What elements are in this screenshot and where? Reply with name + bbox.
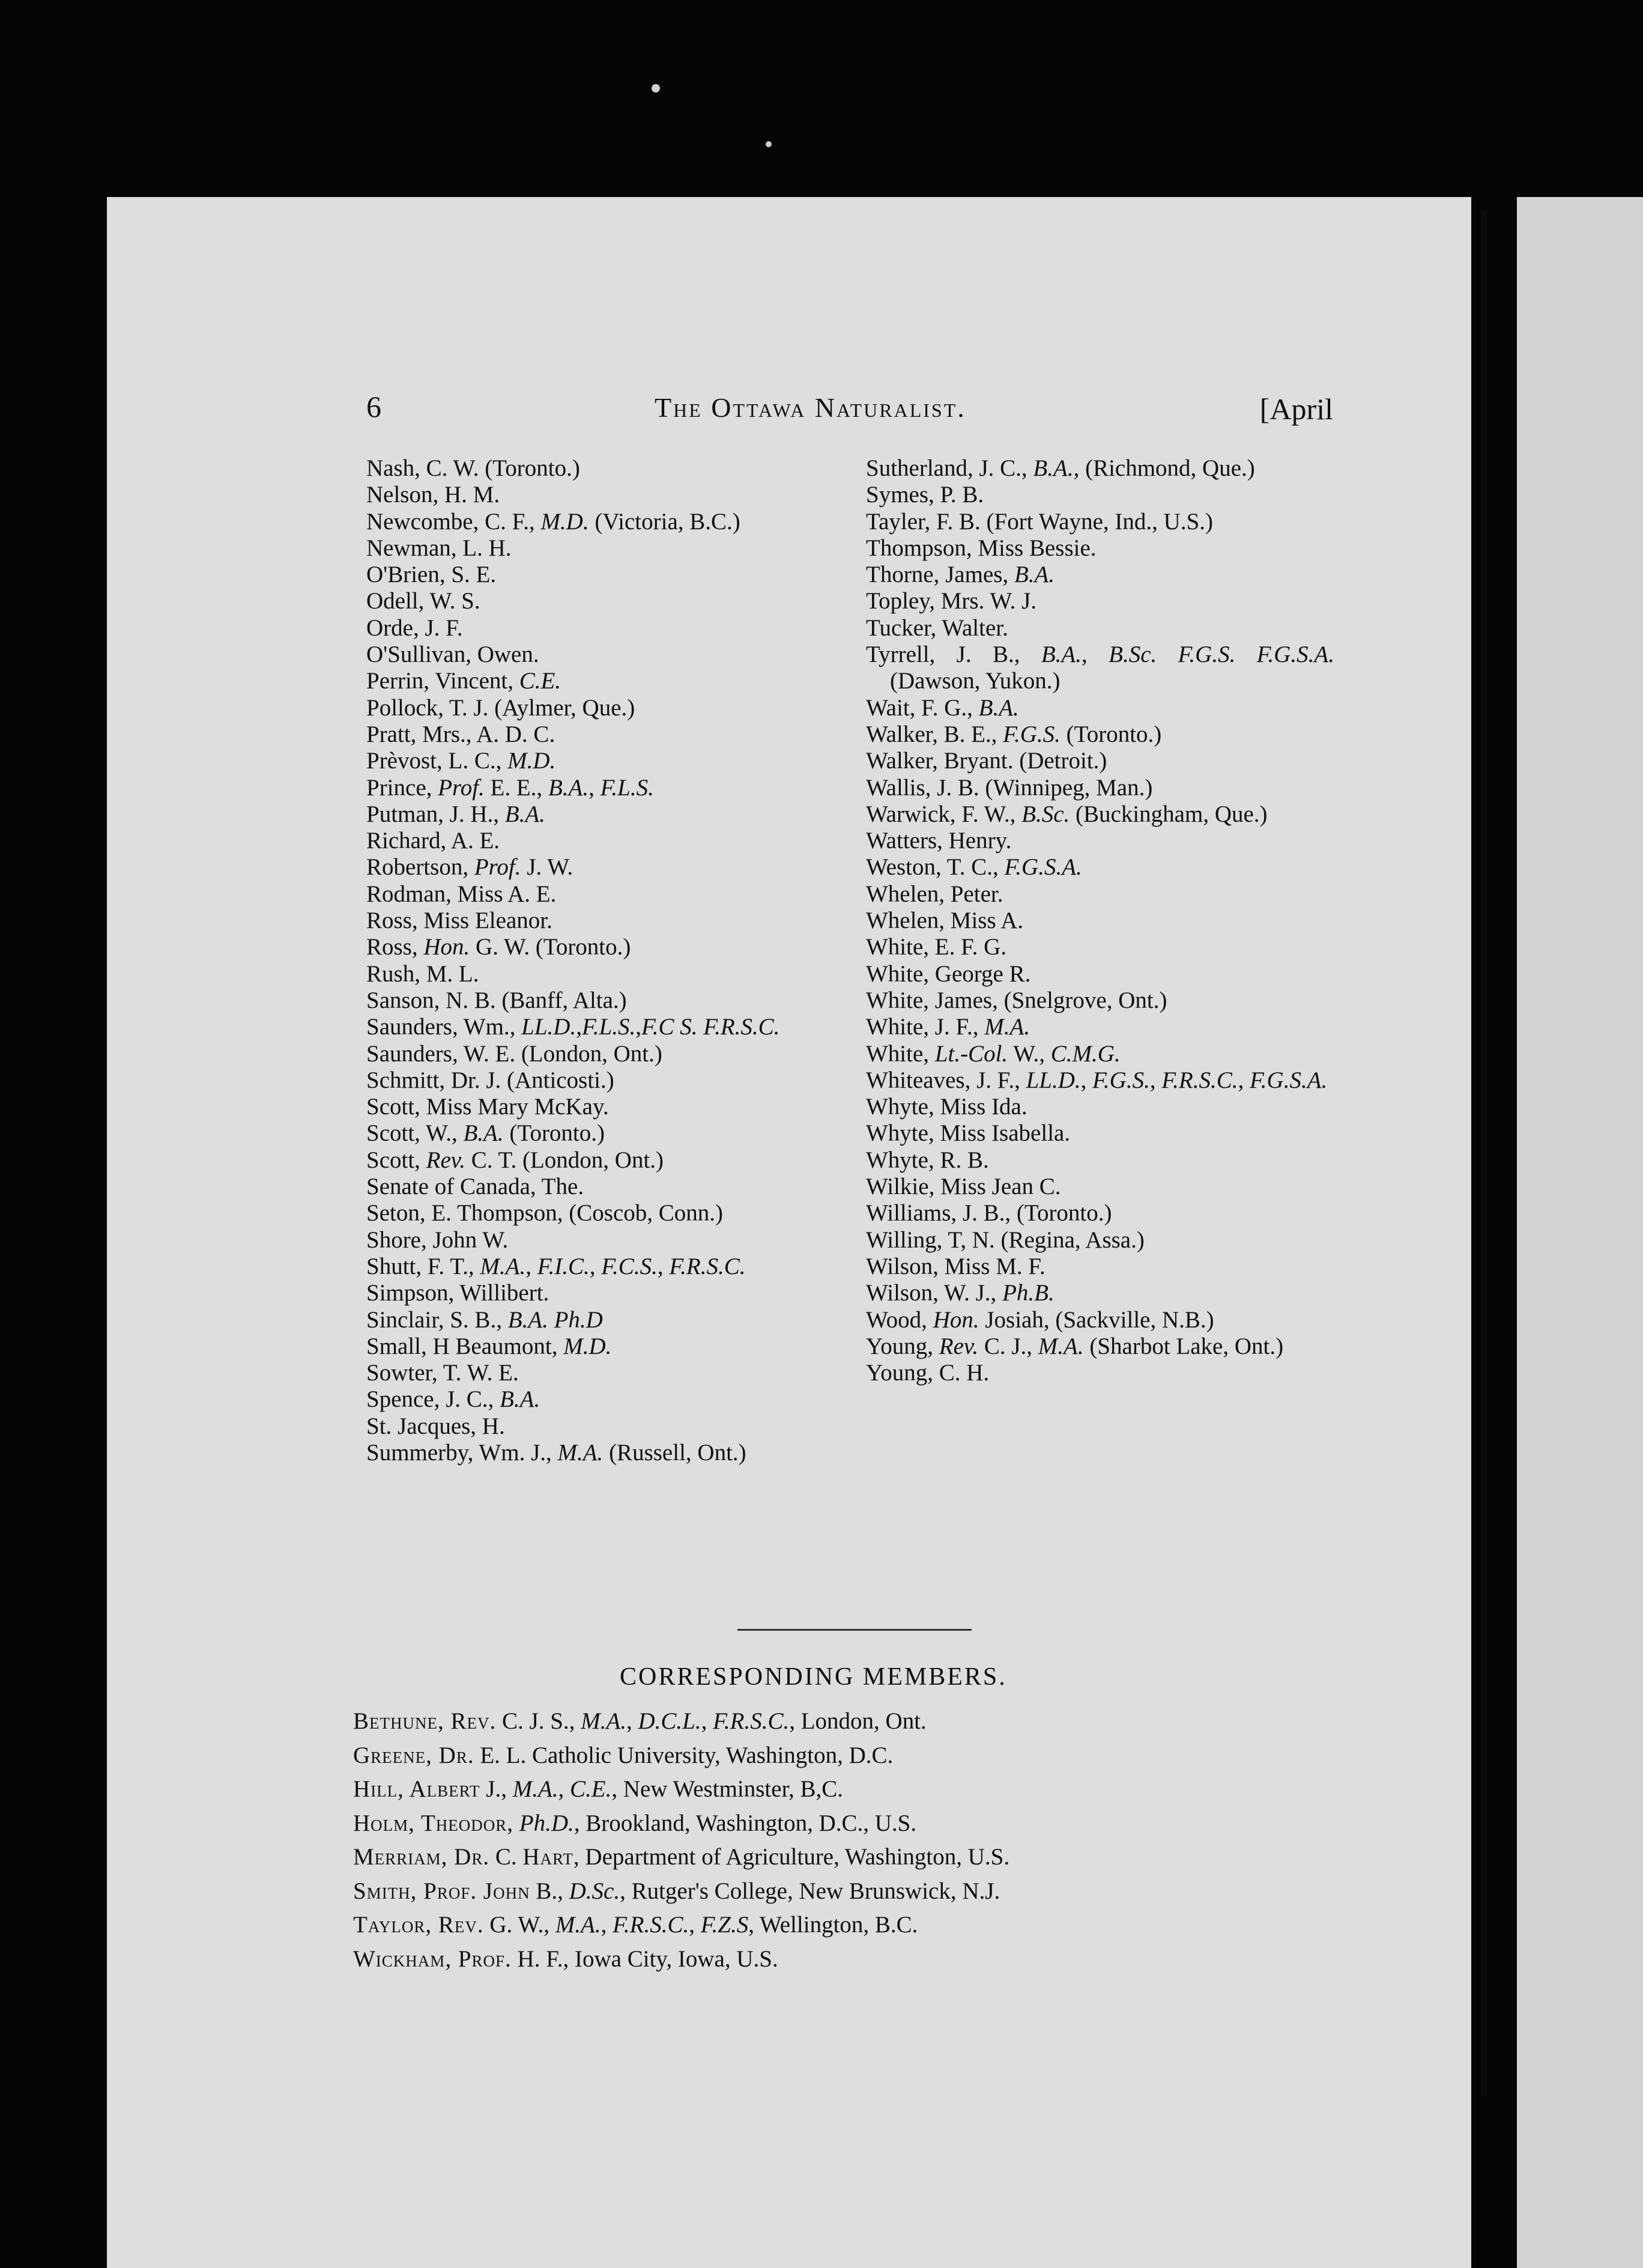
member-entry: Symes, P. B. — [866, 482, 984, 508]
member-entry: Nelson, H. M. — [366, 482, 500, 508]
member-entry: Sowter, T. W. E. — [366, 1360, 519, 1386]
section-divider — [737, 1629, 972, 1631]
page-number: 6 — [366, 390, 381, 423]
member-entry: Wilkie, Miss Jean C. — [866, 1174, 1061, 1200]
member-entry: Newman, L. H. — [366, 535, 512, 561]
member-entry: Orde, J. F. — [366, 614, 463, 641]
member-entry: St. Jacques, H. — [366, 1413, 505, 1439]
corresponding-member-entry: Wickham, Prof. H. F., Iowa City, Iowa, U.S. — [353, 1945, 778, 1972]
member-entry: Scott, Rev. C. T. (London, Ont.) — [366, 1147, 664, 1173]
member-entry: O'Sullivan, Owen. — [366, 641, 539, 668]
binding-shadow — [1481, 210, 1487, 2096]
scan-speck — [766, 141, 772, 147]
member-entry: Seton, E. Thompson, (Coscob, Conn.) — [366, 1200, 724, 1226]
member-entry: Sanson, N. B. (Banff, Alta.) — [366, 987, 627, 1013]
member-entry: Putman, J. H., B.A. — [366, 801, 545, 827]
member-entry: Wallis, J. B. (Winnipeg, Man.) — [866, 774, 1153, 801]
member-entry: White, Lt.-Col. W., C.M.G. — [866, 1040, 1121, 1067]
member-entry: Nash, C. W. (Toronto.) — [366, 455, 580, 481]
member-entry: Scott, Miss Mary McKay. — [366, 1094, 609, 1120]
member-entry: Summerby, Wm. J., M.A. (Russell, Ont.) — [366, 1439, 746, 1466]
member-entry: Wilson, W. J., Ph.B. — [866, 1280, 1054, 1306]
member-entry: Sutherland, J. C., B.A., (Richmond, Que.) — [866, 455, 1255, 481]
member-entry: White, E. F. G. — [866, 934, 1007, 960]
member-entry: Whelen, Miss A. — [866, 908, 1024, 934]
member-entry: Odell, W. S. — [366, 588, 480, 614]
member-entry: White, J. F., M.A. — [866, 1014, 1030, 1040]
member-entry: White, George R. — [866, 960, 1031, 987]
member-entry: Simpson, Willibert. — [366, 1280, 549, 1306]
corresponding-member-entry: Holm, Theodor, Ph.D., Brookland, Washington, D.C., U.S. — [353, 1810, 917, 1836]
member-entry: Thompson, Miss Bessie. — [866, 535, 1097, 561]
member-entry: Shore, John W. — [366, 1226, 509, 1253]
member-list-left-column — [366, 455, 835, 1466]
member-entry: Saunders, W. E. (London, Ont.) — [366, 1040, 662, 1067]
member-entry: Shutt, F. T., M.A., F.I.C., F.C.S., F.R.S.C. — [366, 1253, 746, 1279]
member-list-right-column — [866, 455, 1334, 1386]
member-entry: Pratt, Mrs., A. D. C. — [366, 721, 555, 747]
member-entry: Wait, F. G., B.A. — [866, 694, 1019, 721]
corresponding-members-heading: CORRESPONDING MEMBERS. — [620, 1663, 1007, 1691]
member-entry: Richard, A. E. — [366, 828, 500, 854]
member-entry: Sinclair, S. B., B.A. Ph.D — [366, 1306, 603, 1333]
member-entry: Whyte, Miss Isabella. — [866, 1120, 1071, 1147]
member-entry: Williams, J. B., (Toronto.) — [866, 1200, 1112, 1226]
member-entry: Whelen, Peter. — [866, 881, 1003, 907]
member-entry: Tucker, Walter. — [866, 614, 1008, 641]
member-entry: Walker, Bryant. (Detroit.) — [866, 748, 1107, 774]
member-entry: Warwick, F. W., B.Sc. (Buckingham, Que.) — [866, 801, 1268, 827]
corresponding-member-entry: Smith, Prof. John B., D.Sc., Rutger's College, New Brunswick, N.J. — [353, 1878, 1000, 1904]
member-entry: Wilson, Miss M. F. — [866, 1253, 1045, 1279]
member-entry: Whyte, R. B. — [866, 1147, 989, 1173]
adjacent-page-edge — [1517, 197, 1643, 2268]
scan-speck — [652, 84, 660, 92]
member-entry: Young, C. H. — [866, 1360, 990, 1386]
member-entry: Prince, Prof. E. E., B.A., F.L.S. — [366, 774, 654, 801]
member-entry: Scott, W., B.A. (Toronto.) — [366, 1120, 605, 1147]
member-entry: Willing, T, N. (Regina, Assa.) — [866, 1226, 1145, 1253]
member-entry: Tyrrell, J. B., B.A., B.Sc. F.G.S. F.G.S.A. (Dawson, Yukon.) — [866, 641, 1335, 694]
corresponding-member-entry: Merriam, Dr. C. Hart, Department of Agriculture, Washington, U.S. — [353, 1844, 1010, 1870]
corresponding-member-entry: Hill, Albert J., M.A., C.E., New Westminster, B,C. — [353, 1776, 844, 1802]
member-entry: Thorne, James, B.A. — [866, 562, 1055, 588]
member-entry: Rodman, Miss A. E. — [366, 881, 557, 907]
member-entry: Weston, T. C., F.G.S.A. — [866, 854, 1082, 881]
member-entry: Spence, J. C., B.A. — [366, 1386, 540, 1413]
issue-month: [April — [1259, 392, 1333, 426]
member-entry: Prèvost, L. C., M.D. — [366, 748, 556, 774]
member-entry: Tayler, F. B. (Fort Wayne, Ind., U.S.) — [866, 508, 1213, 535]
member-entry: Small, H Beaumont, M.D. — [366, 1333, 612, 1359]
member-entry: Topley, Mrs. W. J. — [866, 588, 1037, 614]
member-entry: White, James, (Snelgrove, Ont.) — [866, 987, 1167, 1013]
member-entry: Ross, Hon. G. W. (Toronto.) — [366, 934, 631, 960]
journal-title: The Ottawa Naturalist. — [655, 392, 966, 423]
member-entry: Whyte, Miss Ida. — [866, 1094, 1027, 1120]
corresponding-member-list — [353, 1705, 1344, 1976]
member-entry: Wood, Hon. Josiah, (Sackville, N.B.) — [866, 1306, 1214, 1333]
page-header — [366, 384, 1333, 432]
member-entry: Whiteaves, J. F., LL.D., F.G.S., F.R.S.C., F.G.S.A. — [866, 1067, 1328, 1093]
member-entry: Watters, Henry. — [866, 828, 1012, 854]
member-entry: Newcombe, C. F., M.D. (Victoria, B.C.) — [366, 508, 740, 535]
member-entry: Perrin, Vincent, C.E. — [366, 668, 561, 694]
corresponding-member-entry: Taylor, Rev. G. W., M.A., F.R.S.C., F.Z.S, Wellington, B.C. — [353, 1912, 918, 1938]
corresponding-member-entry: Greene, Dr. E. L. Catholic University, Washington, D.C. — [353, 1742, 894, 1768]
member-entry: Walker, B. E., F.G.S. (Toronto.) — [866, 721, 1162, 747]
member-entry: Young, Rev. C. J., M.A. (Sharbot Lake, Ont.) — [866, 1333, 1284, 1359]
member-entry: Pollock, T. J. (Aylmer, Que.) — [366, 694, 635, 721]
corresponding-member-entry: Bethune, Rev. C. J. S., M.A., D.C.L., F.R.S.C., London, Ont. — [353, 1708, 927, 1734]
member-entry: Rush, M. L. — [366, 960, 479, 987]
member-entry: Ross, Miss Eleanor. — [366, 908, 552, 934]
member-entry: O'Brien, S. E. — [366, 562, 497, 588]
member-entry: Robertson, Prof. J. W. — [366, 854, 573, 881]
member-entry: Schmitt, Dr. J. (Anticosti.) — [366, 1067, 614, 1093]
member-entry: Saunders, Wm., LL.D.,F.L.S.,F.C S. F.R.S.C. — [366, 1014, 780, 1040]
member-entry: Senate of Canada, The. — [366, 1174, 584, 1200]
